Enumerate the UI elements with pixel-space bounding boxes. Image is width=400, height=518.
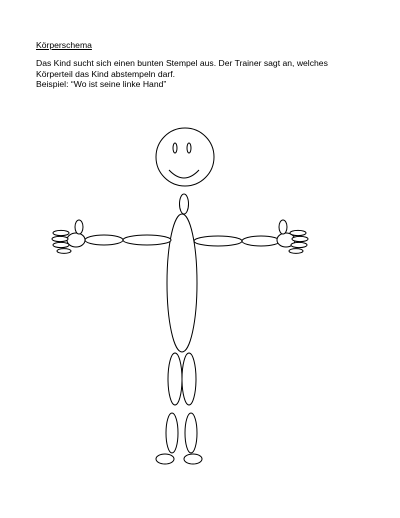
finger-left	[52, 236, 68, 241]
thumb-left	[75, 220, 83, 234]
upper-arm-right	[194, 236, 242, 246]
arm-left	[52, 220, 171, 253]
right-eye	[187, 143, 191, 153]
finger-right	[289, 249, 303, 254]
leg-left	[156, 353, 182, 464]
finger-right	[290, 230, 306, 235]
leg-right	[182, 353, 202, 464]
instruction-line: Körperteil das Kind abstempeln darf.	[36, 68, 176, 79]
left-eye	[173, 143, 177, 153]
instruction-line: Das Kind sucht sich einen bunten Stempel aus. Der Trainer sagt an, welches	[36, 58, 328, 68]
finger-left	[53, 230, 69, 235]
head	[156, 128, 214, 186]
shin-left	[166, 413, 178, 453]
arm-right	[194, 220, 308, 253]
foot-right	[184, 454, 202, 464]
torso	[167, 214, 197, 352]
head-circle	[156, 128, 214, 186]
forearm-right	[242, 236, 280, 246]
hand-right	[277, 220, 308, 253]
foot-left	[156, 454, 174, 464]
hand-left	[52, 220, 85, 253]
finger-right	[292, 236, 308, 241]
finger-right	[291, 242, 307, 247]
finger-left	[57, 249, 71, 254]
example-line: Beispiel: “Wo ist seine linke Hand”	[36, 79, 167, 89]
thumb-right	[279, 220, 287, 234]
upper-arm-left	[123, 235, 171, 245]
palm-left	[67, 233, 85, 247]
forearm-left	[85, 235, 123, 245]
shin-right	[185, 413, 197, 453]
worksheet-title: Körperschema	[36, 40, 92, 50]
thigh-left	[168, 353, 182, 405]
thigh-right	[182, 353, 196, 405]
finger-left	[53, 242, 69, 247]
neck	[180, 194, 189, 214]
